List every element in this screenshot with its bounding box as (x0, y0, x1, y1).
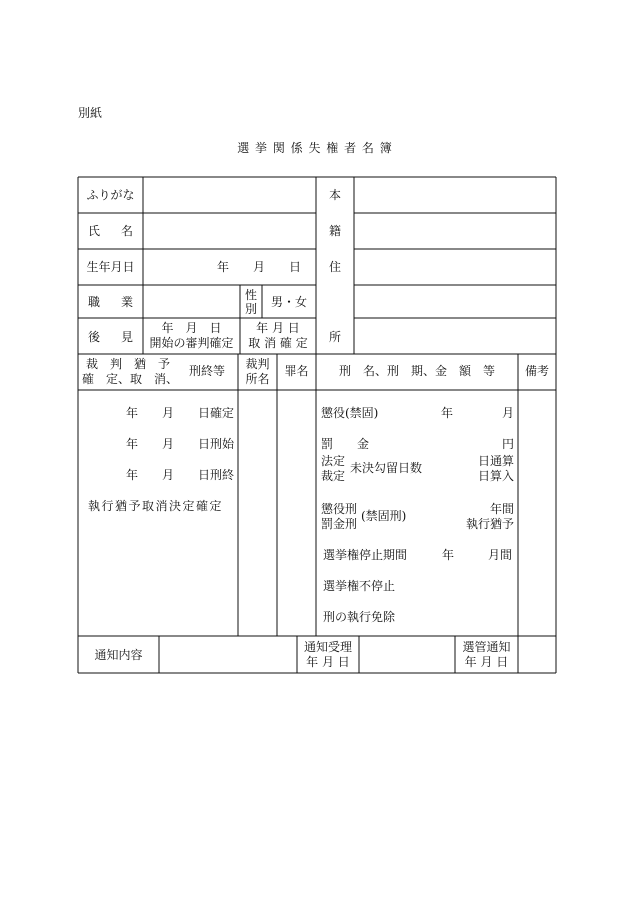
birth-month-label: 月 (253, 260, 266, 274)
guardian-label-2: 見 (121, 330, 134, 344)
vote-suspension-month: 月間 (488, 548, 513, 562)
remarks-header: 備考 (524, 364, 549, 378)
guardian-label-1: 後 (88, 330, 101, 344)
address-char-1: 住 (328, 260, 341, 274)
suspension-years: 年間 (489, 502, 514, 516)
guardian-start-date: 年 月 日 (161, 321, 222, 335)
court-header-2: 所名 (245, 372, 270, 386)
suspension-label: 執行猶予 (465, 517, 514, 531)
court-header-1: 裁判 (245, 357, 270, 371)
birth-year-label: 年 (217, 260, 230, 274)
notice-received-label-2: 年 月 日 (306, 655, 350, 669)
dual-penalty-2: 罰金刑 (321, 517, 358, 531)
judgment-start: 年 月 日刑始 (125, 437, 234, 451)
dual-penalty-1: 懲役刑 (321, 502, 358, 516)
dual-penalty-label: (禁固刑) (361, 509, 407, 523)
sex-options: 男・女 (270, 295, 307, 309)
details-header: 刑 名、刑 期、金 額 等 (338, 364, 495, 378)
occupation-label-2: 業 (121, 295, 134, 309)
imprisonment-label: 懲役(禁固) (321, 406, 379, 420)
vote-suspension-period: 選挙権停止期間 (323, 548, 408, 562)
birthdate-label: 生年月日 (86, 260, 135, 274)
judgment-confirmed: 年 月 日確定 (125, 406, 234, 420)
crime-header: 罪名 (284, 364, 309, 378)
attachment-label: 別紙 (78, 106, 103, 120)
sex-label-2: 別 (244, 302, 257, 316)
judgment-end: 年 月 日刑終 (125, 468, 234, 482)
imprisonment-year: 年 (441, 406, 454, 420)
name-label-2: 名 (121, 224, 134, 238)
detention-included: 日算入 (477, 469, 514, 483)
notice-received-label-1: 通知受理 (303, 640, 352, 654)
birth-day-label: 日 (289, 260, 302, 274)
vote-not-suspended: 選挙権不停止 (323, 579, 396, 593)
judgment-header-2: 確 定、取 消、 (82, 372, 179, 386)
guardian-cancel-label: 取 消 確 定 (248, 336, 308, 350)
occupation-label-1: 職 (88, 295, 101, 309)
domicile-char-1: 本 (328, 188, 341, 202)
fine-unit: 円 (502, 437, 515, 451)
address-char-2: 所 (328, 330, 341, 344)
detention-counted: 日通算 (477, 454, 514, 468)
domicile-char-2: 籍 (328, 224, 341, 238)
furigana-label: ふりがな (86, 188, 135, 202)
detention-legal: 法定 (321, 454, 346, 468)
guardian-cancel-date: 年 月 日 (256, 321, 300, 335)
committee-notice-label-1: 選管通知 (462, 640, 511, 654)
judgment-header-1: 裁 判 猶 予 (86, 357, 171, 371)
detention-label: 未決勾留日数 (350, 461, 423, 475)
guardian-start-label: 開始の審判確定 (149, 336, 234, 350)
committee-notice-label-2: 年 月 日 (464, 655, 509, 669)
sentence-exemption: 刑の執行免除 (323, 610, 396, 624)
detention-ruled: 裁定 (321, 469, 346, 483)
sex-label-1: 性 (244, 288, 257, 302)
notice-content-label: 通知内容 (94, 648, 143, 662)
page-title: 選 挙 関 係 失 権 者 名 簿 (237, 141, 393, 155)
name-label-1: 氏 (88, 224, 101, 238)
fine-label: 罰 金 (321, 437, 370, 451)
judgment-header-3: 刑終等 (189, 364, 226, 378)
vote-suspension-year: 年 (442, 548, 455, 562)
imprisonment-month: 月 (502, 406, 515, 420)
probation-revocation: 執行猶予取消決定確定 (88, 499, 224, 513)
